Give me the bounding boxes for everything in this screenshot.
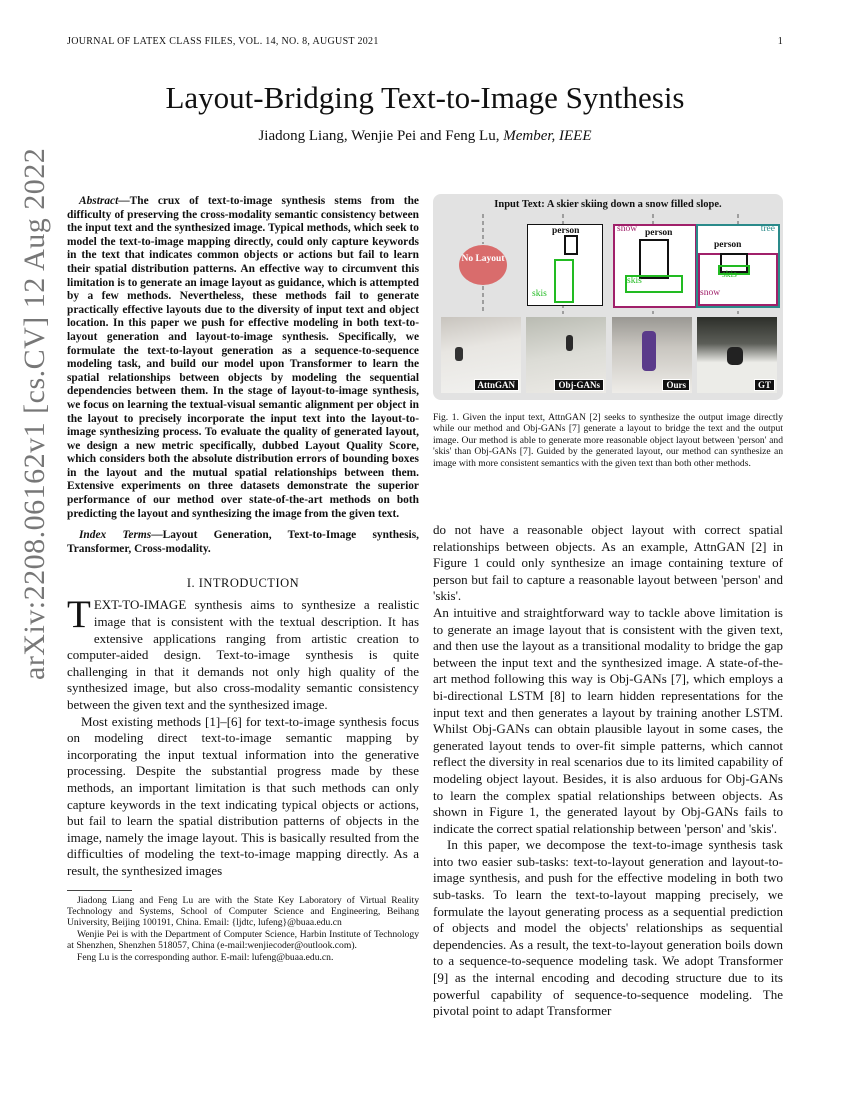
layout-ours [613, 224, 697, 308]
layout-objgans [527, 224, 603, 306]
layout-gt [696, 224, 780, 308]
label-tree: tree [760, 224, 775, 234]
abstract-text: —The crux of text-to-image synthesis stems from the difficulty of preserving the cross-modality semantic consistency between the input text and the synthesized image. Typical methods, which seek to model the text-to-image mapping directly, could only capture keywords in the text that indicates common objects or actions but fail to learn their spatial distribution patterns. An effective way to circumvent this limitation is to generate an image layout as guidance, which is attempted by a few methods. Nevertheless, these methods fail to generate practically effective layouts due to the diversity of input text and object location. In this paper we push for effective modeling in both text-to-layout generation and layout-to-image synthesis. Specifically, we formulate the text-to-layout generation as a sequence-to-sequence modeling task, and build our model upon Transformer to learn the spatial relationships between objects by modeling the sequential dependencies between them. In the stage of layout-to-image synthesis, we focus on learning the textual-visual semantic alignment per object in the layout to precisely incorporate the input text into the layout-to-image synthesizing process. To evaluate the quality of generated layout, we design a new metric specifically, dubbed Layout Quality Score, which considers both the absolute distribution errors of bounding boxes in the layout and the mutual spatial relationships between them. Extensive experiments on three datasets demonstrate the superior performance of our method over state-of-the-art methods on both predicting the layout and synthesizing the image from the given text. [67, 195, 419, 520]
abstract-label: Abstract [79, 195, 119, 207]
skier-figure [642, 331, 656, 371]
box-person [564, 235, 578, 255]
skier-figure [727, 347, 743, 365]
right-column [433, 522, 783, 1020]
author-names: Jiadong Liang, Wenjie Pei and Feng Lu, [258, 128, 500, 144]
page-number: 1 [777, 36, 783, 47]
skier-figure [455, 347, 463, 361]
intro-paragraph-1-text: EXT-TO-IMAGE synthesis aims to synthesize a realistic image that is consistent with the textual description. It has extensive applications ranging from artistic creation to computer-aided design. Text-to-image synthesis is quite challenging in that it demands not only high quality of the synthesized image, but also cross-modality semantic consistency between the given text and the synthesized image. [67, 597, 419, 712]
index-terms-label: Index Terms [79, 529, 152, 542]
no-layout-badge: No Layout [459, 245, 507, 285]
intro-paragraph-2: Most existing methods [1]–[6] for text-to-image synthesis focus on modeling direct text-to-image semantic mapping by incorporating the input textual information into the generative processing. Despite the substantial progress made by these methods, an important limitation is that such methods can only capture keywords in the text indicating typical objects or actions, but fail to learn the spatial distribution patterns of objects in the image, namely the image layout. This is basically resulted from the difficulties of modeling the text-to-image mapping directly. As a result, the synthesized images [67, 713, 419, 878]
label-person: person [714, 240, 742, 250]
photo-label-ours: Ours [662, 379, 690, 391]
photo-label-attngan: AttnGAN [474, 379, 520, 391]
label-skis: skis [722, 270, 737, 280]
photo-objgans [526, 317, 606, 393]
figure-caption: Fig. 1. Given the input text, AttnGAN [2] seeks to synthesize the output image directly while our method and Obj-GANs [7] generate a layout to bridge the text and the output image. Our method is able to generate more reasonable object layout between 'person' and 'skis' than Obj-GANs [7]. Guided by the generated layout, our method can synthesize an image with more consistent semantics with the given text than both other methods. [433, 412, 783, 469]
photo-gt [697, 317, 777, 393]
footnote-affiliation-1: Jiadong Liang and Feng Lu are with the State Key Laboratory of Virtual Reality Technology and Systems, School of Computer Science and Engineering, Beihang University, Beijing 100191, China. Email: {ljdtc, lufeng}@buaa.edu.cn [67, 894, 419, 929]
dropcap: T [67, 593, 91, 637]
footnote-affiliation-2: Wenjie Pei is with the Department of Computer Science, Harbin Institute of Technology at Shenzhen, Shenzhen 518057, China (e-mail:wenjiecoder@outlook.com). [67, 928, 419, 952]
right-paragraph-2: An intuitive and straightforward way to tackle above limitation is to generate an image layout that is consistent with the given text, and then use the layout as a transitional modality to bridge the gap between the input text and the synthesized image. A state-of-the-art method following this way is Obj-GANs [7], which employs a bi-directional LSTM [8] to learn hidden representations for the input text and then generates a layout by training another LSTM. Whilst Obj-GANs can obtain plausible layout in some cases, the generated layout tends to over-fit simple patterns, which cannot reflect the diversity in real scenarios due to its limited capability of modeling object layout. Besides, it is also arduous for Obj-GANs to learn the complex spatial relationships between objects. As shown in Figure 1, the generated layout by Obj-GANs fails to indicate the correct spatial relationship between 'person' and 'skis'. [433, 604, 783, 836]
label-skis: skis [532, 289, 547, 299]
arxiv-stamp: arXiv:2208.06162v1 [cs.CV] 12 Aug 2022 [18, 147, 51, 680]
photo-attngan [441, 317, 521, 393]
photo-label-gt: GT [754, 379, 775, 391]
figure-input-text: Input Text: A skier skiing down a snow filled slope. [494, 199, 722, 210]
section-heading-introduction: I. INTRODUCTION [186, 576, 300, 591]
label-snow: snow [700, 288, 721, 298]
box-skis [554, 259, 574, 303]
label-skis: skis [627, 276, 642, 286]
index-terms-text: —Layout Generation, Text-to-Image synthesis, Transformer, Cross-modality. [67, 529, 419, 555]
right-paragraph-3: In this paper, we decompose the text-to-image synthesis task into two easier sub-tasks: text-to-layout generation and layout-to-image synthesis, and push for the effective modeling in both two sub-tasks. To learn the text-to-layout mapping precisely, we formulate the layout generating process as a sequential prediction of objects and model the objects' relationships as sequential dependencies. As a result, the text-to-layout generation boils down to a sequence-to-sequence modeling task. We adopt Transformer [9] as the internal encoding and decoding structure due to its powerful capability of sequence-to-sequence modeling. The pivotal point to adapt Transformer [433, 837, 783, 1019]
author-line [0, 128, 850, 145]
intro-paragraph-1 [67, 593, 419, 713]
skier-figure [566, 335, 573, 351]
footnote-rule [67, 890, 132, 891]
right-paragraph-1: do not have a reasonable object layout with correct spatial relationships between objects. As an example, AttnGAN [2] in Figure 1 could only synthesize an image containing texture of person but fail to capture a reasonable layout between 'person' and 'skis'. [433, 522, 783, 604]
author-membership: Member, IEEE [499, 128, 592, 144]
label-person: person [645, 228, 673, 238]
abstract [67, 195, 419, 521]
label-person: person [552, 226, 580, 236]
photo-ours [612, 317, 692, 393]
paper-title: Layout-Bridging Text-to-Image Synthesis [165, 80, 685, 115]
index-terms [67, 529, 419, 556]
footnote-corresponding: Feng Lu is the corresponding author. E-mail: lufeng@buaa.edu.cn. [77, 951, 334, 963]
running-header: JOURNAL OF LATEX CLASS FILES, VOL. 14, NO. 8, AUGUST 2021 [67, 36, 379, 47]
box-person [639, 239, 669, 279]
left-column [67, 195, 419, 963]
label-snow: snow [617, 224, 638, 234]
photo-label-objgans: Obj-GANs [554, 379, 604, 391]
